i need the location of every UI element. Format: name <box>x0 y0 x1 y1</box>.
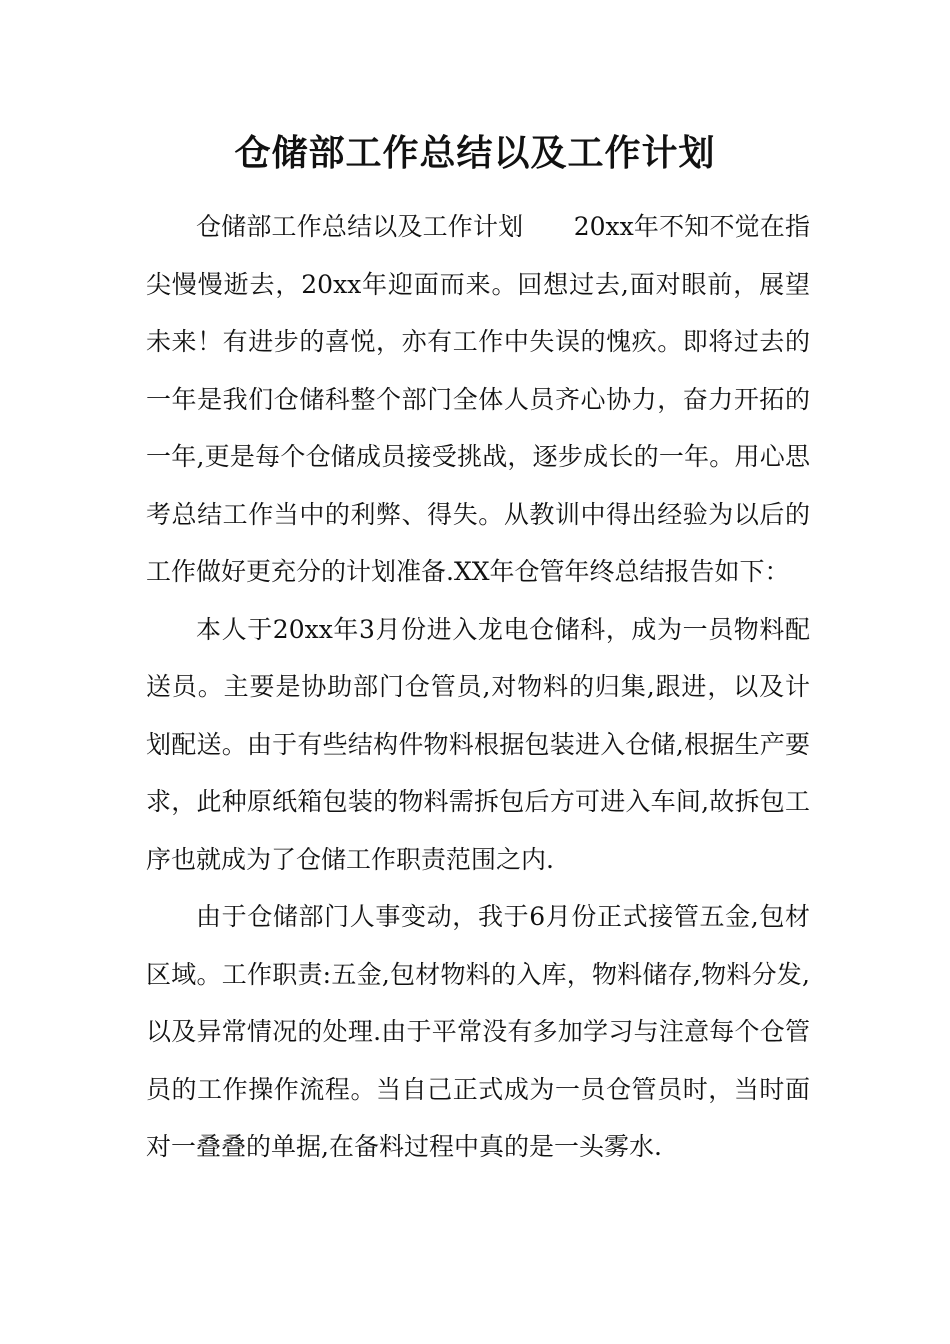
document-title: 仓储部工作总结以及工作计划 <box>234 133 716 174</box>
document-body <box>146 198 810 1176</box>
paragraph-2: 本人于20xx年3月份进入龙电仓储科，成为一员物料配送员。主要是协助部门仓管员,对物料的归集,跟进，以及计划配送。由于有些结构件物料根据包装进入仓储,根据生产要求，此种原纸箱包装的物料需拆包后方可进入车间,故拆包工序也就成为了仓储工作职责范围之内. <box>146 614 810 874</box>
paragraph-1: 仓储部工作总结以及工作计划 20xx年不知不觉在指尖慢慢逝去，20xx年迎面而来。回想过去,面对眼前，展望未来！有进步的喜悦，亦有工作中失误的愧疚。即将过去的一年是我们仓储科整个部门全体人员齐心协力，奋力开拓的一年,更是每个仓储成员接受挑战，逐步成长的一年。用心思考总结工作当中的利弊、得失。从教训中得出经验为以后的工作做好更充分的计划准备.XX年仓管年终总结报告如下： <box>146 212 810 586</box>
paragraph-3: 由于仓储部门人事变动，我于6月份正式接管五金,包材区域。工作职责:五金,包材物料的入库，物料储存,物料分发,以及异常情况的处理.由于平常没有多加学习与注意每个仓管员的工作操作流程。当自己正式成为一员仓管员时，当时面对一叠叠的单据,在备料过程中真的是一头雾水. <box>146 902 810 1161</box>
